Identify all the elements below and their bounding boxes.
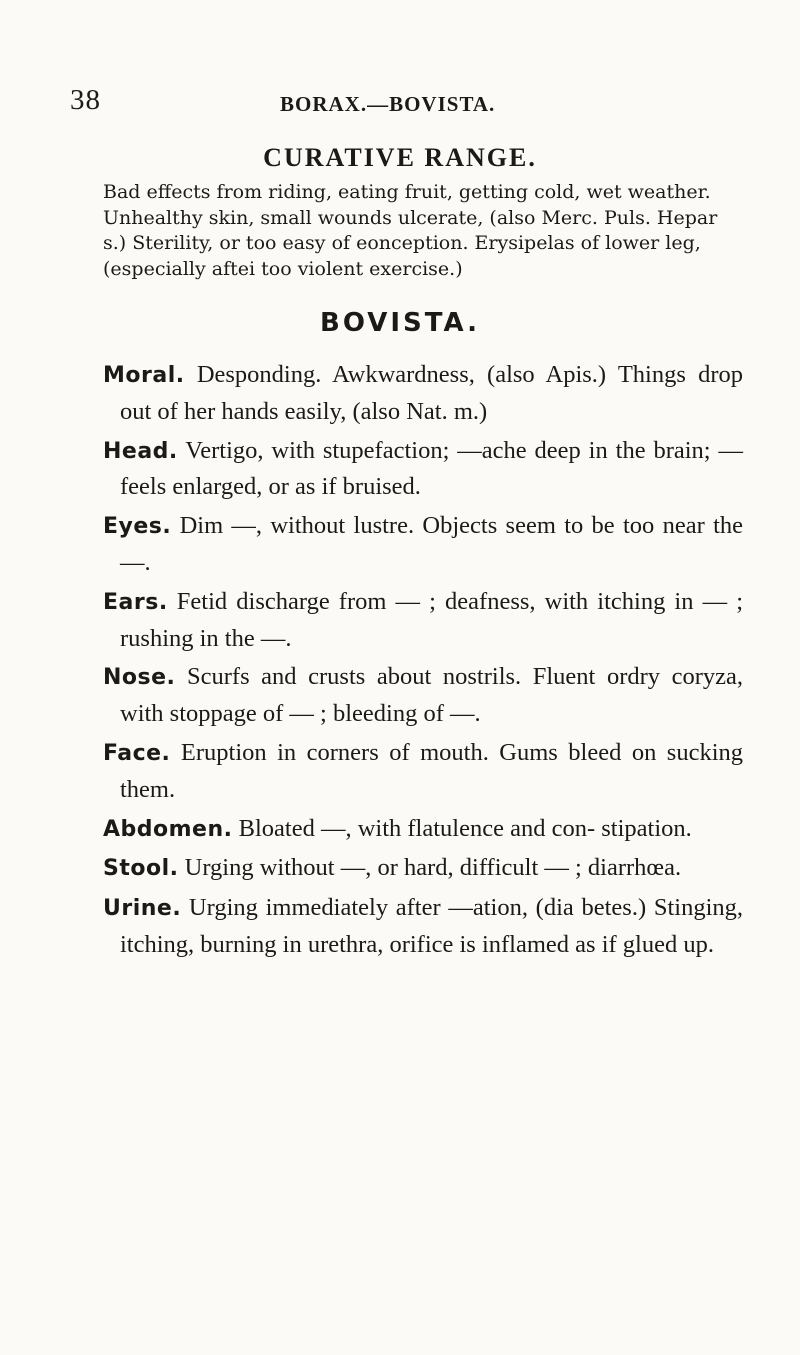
entry-label: Abdomen. <box>103 816 233 842</box>
entry-text: Urging without —, or hard, difficult — ; diarrhœa. <box>184 854 682 882</box>
entry-text: Vertigo, with stupefaction; —ache deep in the brain; — feels enlarged, or as if bruised. <box>120 436 743 501</box>
entry-label: Face. <box>103 740 171 766</box>
entry-text: Urging immediately after —ation, (dia betes.) Stinging, itching, burning in urethra, orifice is inflamed as if glued up. <box>120 894 743 958</box>
curative-range-text-block <box>103 180 743 282</box>
entry-urine <box>103 890 743 963</box>
entry-text: Fetid discharge from — ; deafness, with itching in — ; rushing in the —. <box>120 587 743 652</box>
entry-ears <box>103 584 743 657</box>
entry-label: Eyes. <box>103 514 172 540</box>
entry-text: Desponding. Awkwardness, (also Apis.) Things drop out of her hands easily, (also Nat. m.) <box>120 361 744 425</box>
entry-label: Moral. <box>103 363 185 388</box>
symptom-entries <box>103 357 743 966</box>
entry-label: Ears. <box>103 589 168 615</box>
entry-face <box>103 735 743 808</box>
entry-text: Bloated —, with flatulence and con- stipation. <box>238 814 692 842</box>
page-number: 38 <box>70 84 101 116</box>
entry-head <box>103 433 743 506</box>
entry-eyes <box>103 508 743 581</box>
entry-label: Head. <box>103 438 178 464</box>
entry-label: Urine. <box>103 896 182 922</box>
curative-range-text: Bad effects from riding, eating fruit, getting cold, wet weather. Unhealthy skin, small wounds ulcerate, (also Merc. Puls. Hepar s.) Sterility, or too easy of eonception. Erysipelas of lower leg, (especially aftei too violent exercise.) <box>103 181 718 280</box>
entry-text: Eruption in corners of mouth. Gums bleed on sucking them. <box>120 738 744 803</box>
entry-abdomen <box>103 811 743 848</box>
entry-label: Nose. <box>103 665 176 691</box>
curative-range-heading: CURATIVE RANGE. <box>263 143 537 172</box>
entry-text: Scurfs and crusts about nostrils. Fluent ordry coryza, with stoppage of — ; bleeding of —. <box>120 663 744 728</box>
entry-text: Dim —, without lustre. Objects seem to be too near the —. <box>120 512 744 576</box>
entry-label: Stool. <box>103 856 179 882</box>
remedy-title: BOVISTA. <box>320 308 480 338</box>
entry-stool <box>103 850 743 887</box>
running-head <box>70 84 750 120</box>
entry-moral <box>103 357 743 430</box>
running-head-title: BORAX.—BOVISTA. <box>280 92 496 116</box>
entry-nose <box>103 659 743 732</box>
